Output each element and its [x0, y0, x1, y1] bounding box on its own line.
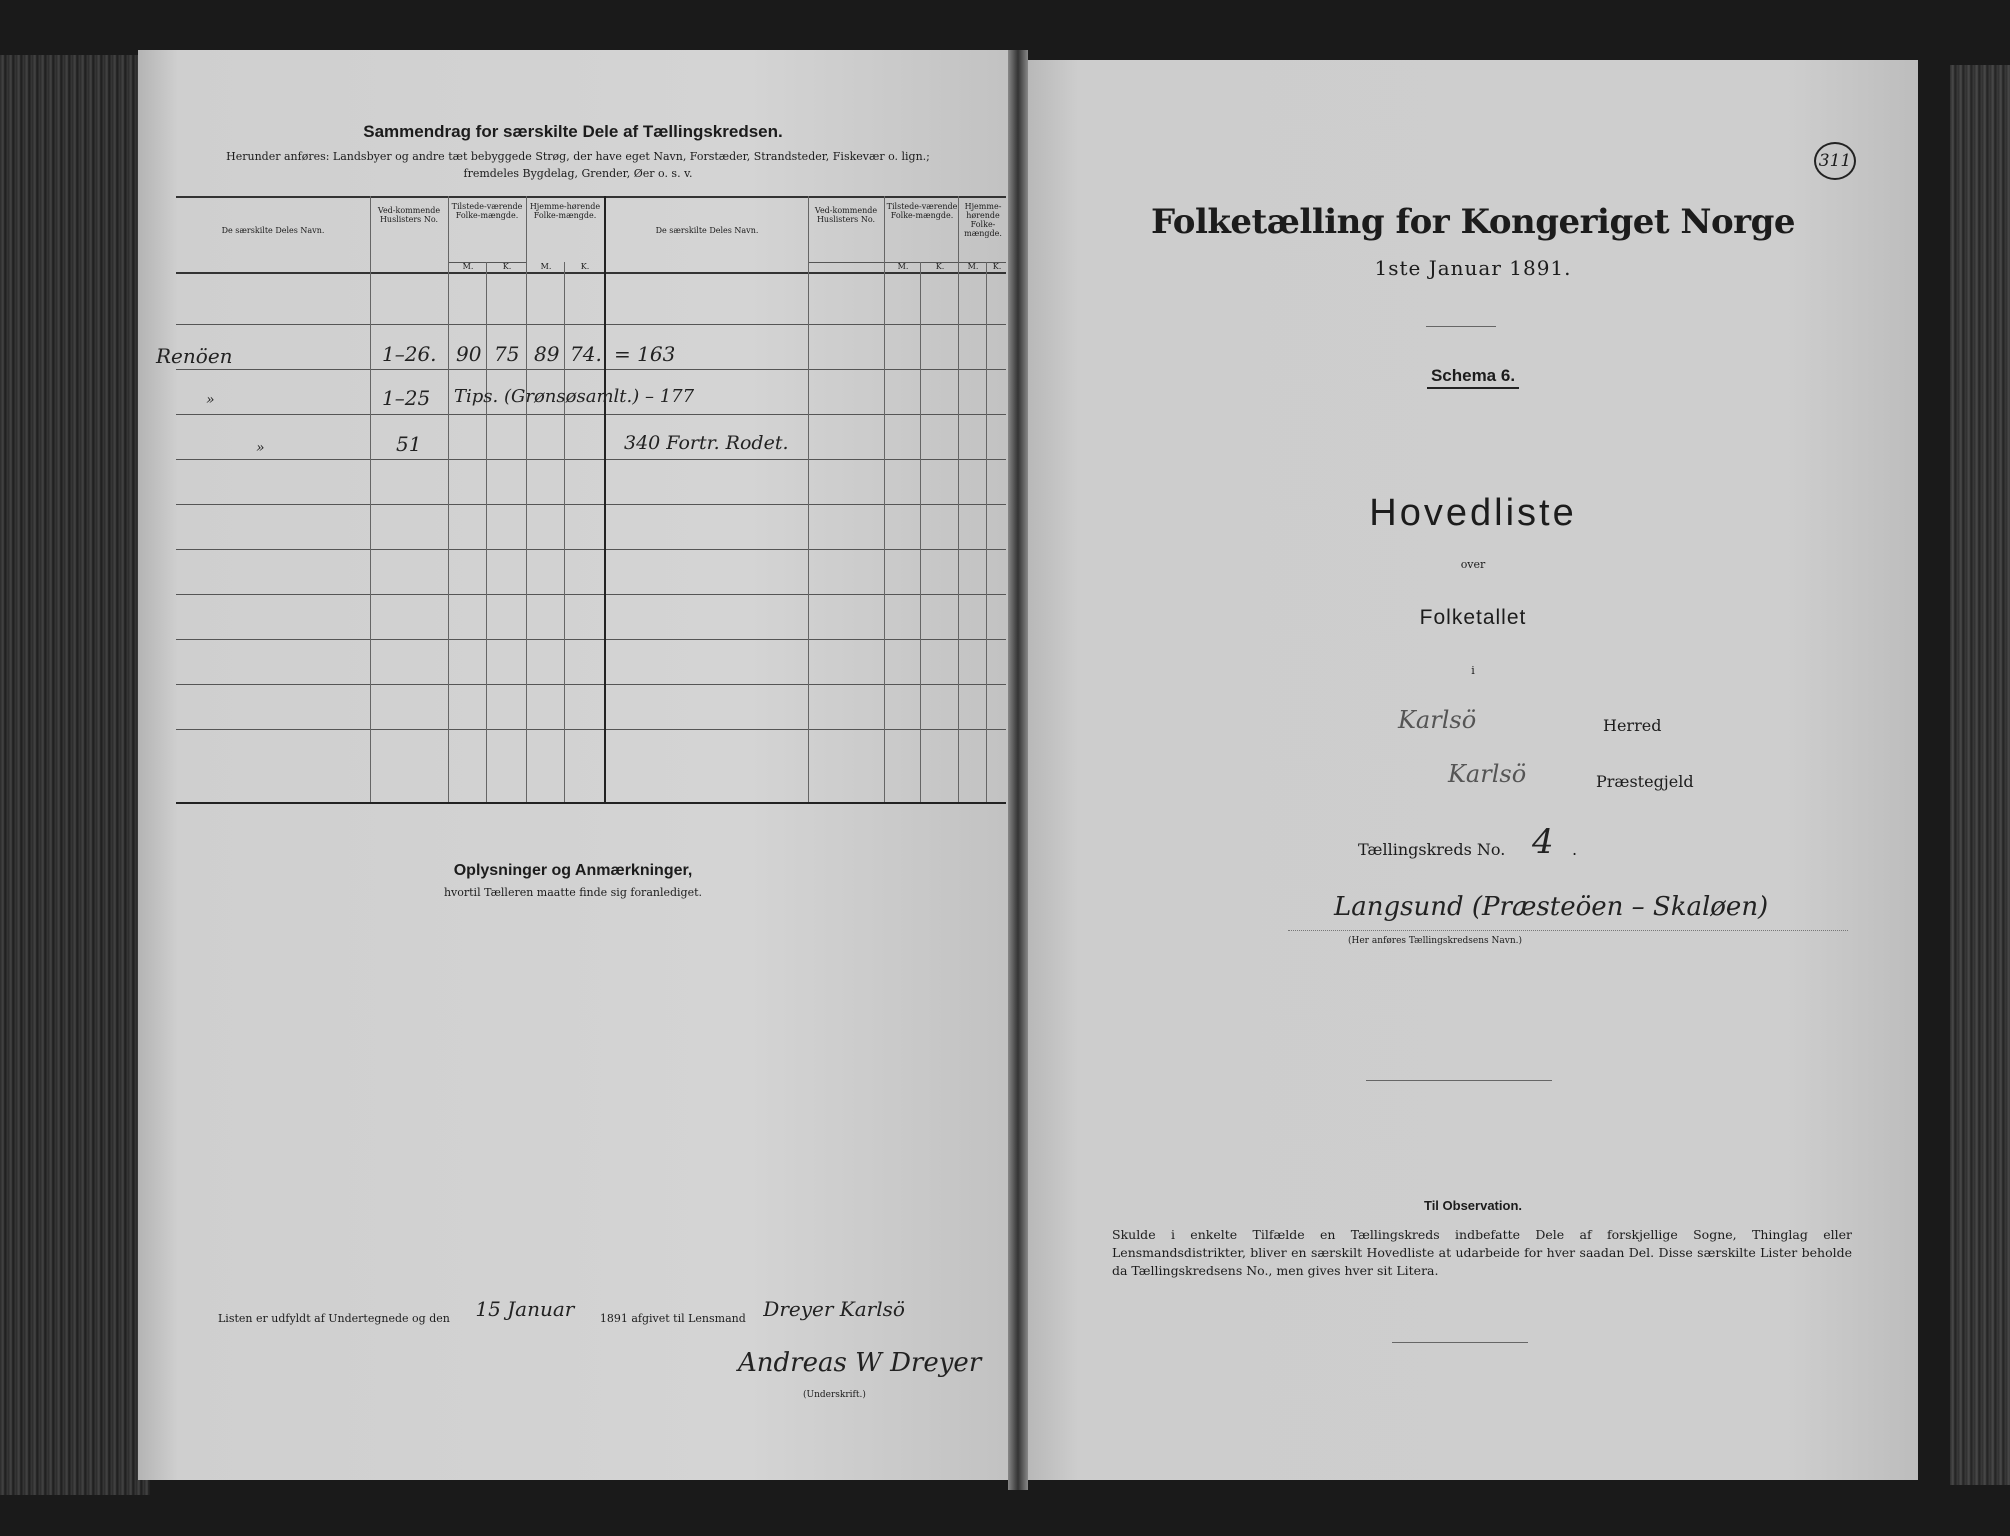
header-t-k: K. [502, 262, 512, 271]
sign-lensmand: Dreyer Karlsö [763, 1297, 905, 1321]
row1-huslister: 1–26. [382, 342, 437, 366]
header-t-m-2: M. [897, 262, 909, 271]
row1-name: Renöen [156, 344, 233, 368]
kreds-number: 4 [1532, 822, 1554, 862]
i-word: i [1471, 664, 1475, 677]
row2-name: » [206, 392, 215, 408]
sign-mid: 1891 afgivet til Lensmand [599, 1312, 746, 1325]
remarks-title: Oplysninger og Anmærkninger, [453, 862, 693, 879]
header-huslister-2: Ved-kommende Huslisters No. [814, 206, 878, 224]
row1-t-k: 75 [494, 342, 520, 366]
observation-text: Skulde i enkelte Tilfælde en Tællingskreds indbefatte Dele af forskjellige Sogne, Thinglag eller Lensmandsdistrikter, bliver en særskilt Hovedliste at udarbeide for hver saadan Del. Disse særskilte Lister beholde da Tællingskredsens No., men gives hver sit Litera. [1112, 1227, 1852, 1278]
kreds-name-hint: (Her anføres Tællingskredsens Navn.) [1348, 936, 1523, 946]
over-word: over [1460, 558, 1486, 571]
row2-note: Tips. (Grønsøsamlt.) – 177 [454, 386, 695, 407]
intro-line-2: fremdeles Bygdelag, Grender, Øer o. s. v. [463, 167, 693, 180]
row1-h-k: 74. [570, 342, 602, 366]
header-h-m: M. [540, 262, 552, 271]
census-title: Folketælling for Kongeriget Norge [1150, 202, 1795, 242]
book-edge-right [1950, 65, 2010, 1485]
intro-line-1: Herunder anføres: Landsbyer og andre tæt bebyggede Strøg, der have eget Navn, Forstæder, Strandsteder, Fiskevær o. lign.; [226, 150, 930, 163]
kreds-name: Langsund (Præsteöen – Skaløen) [1334, 892, 1769, 922]
header-hjemme: Hjemme-hørende Folke-mængde. [529, 202, 601, 220]
folketallet-heading: Folketallet [1419, 606, 1527, 629]
row3-huslister: 51 [396, 432, 422, 456]
row3-name: » [256, 440, 265, 456]
row1-total: = 163 [614, 342, 676, 366]
remarks-subtitle: hvortil Tælleren maatte finde sig foranlediget. [443, 886, 703, 899]
sign-prefix: Listen er udfyldt af Undertegnede og den [218, 1312, 450, 1325]
sign-date: 15 Januar [475, 1297, 575, 1321]
signature: Andreas W Dreyer [738, 1348, 982, 1378]
hovedliste-heading: Hovedliste [1369, 492, 1577, 534]
header-h-k-2: K. [992, 262, 1002, 271]
header-hjemme-2: Hjemme-hørende Folke-mængde. [964, 202, 1002, 238]
schema-label [1028, 366, 1918, 386]
summary-table [156, 196, 1006, 808]
header-h-k: K. [580, 262, 590, 271]
left-page [138, 50, 1008, 1480]
header-h-m-2: M. [967, 262, 979, 271]
page-number-stamp: 311 [1814, 142, 1856, 180]
sign-line [218, 1297, 905, 1327]
header-name: De særskilte Deles Navn. [221, 226, 325, 235]
header-tilstede: Tilstede-værende Folke-mængde. [451, 202, 523, 220]
header-huslister: Ved-kommende Huslisters No. [377, 206, 441, 224]
prestegjeld-label: Præstegjeld [1596, 772, 1694, 791]
summary-intro [148, 148, 1008, 182]
header-name-2: De særskilte Deles Navn. [655, 226, 759, 235]
summary-title: Sammendrag for særskilte Dele af Tællingskredsen. [363, 122, 783, 141]
row1-h-m: 89 [534, 342, 560, 366]
header-t-k-2: K. [935, 262, 945, 271]
signature-label: (Underskrift.) [803, 1390, 866, 1400]
book-gutter [1008, 50, 1028, 1490]
prestegjeld-value: Karlsö [1448, 760, 1527, 788]
kreds-period: . [1572, 840, 1578, 859]
row2-huslister: 1–25 [382, 386, 431, 410]
census-date: 1ste Januar 1891. [1374, 256, 1572, 280]
kreds-label: Tællingskreds No. [1358, 840, 1506, 859]
schema-text: Schema 6. [1427, 366, 1519, 389]
row3-note: 340 Fortr. Rodet. [624, 432, 789, 454]
header-t-m: M. [462, 262, 474, 271]
header-tilstede-2: Tilstede-værende Folke-mængde. [886, 202, 958, 220]
herred-label: Herred [1603, 716, 1662, 735]
herred-value: Karlsö [1398, 706, 1477, 734]
row1-t-m: 90 [456, 342, 482, 366]
observation-title: Til Observation. [1423, 1198, 1522, 1213]
book-edge-left [0, 55, 150, 1495]
right-page [1028, 60, 1918, 1480]
